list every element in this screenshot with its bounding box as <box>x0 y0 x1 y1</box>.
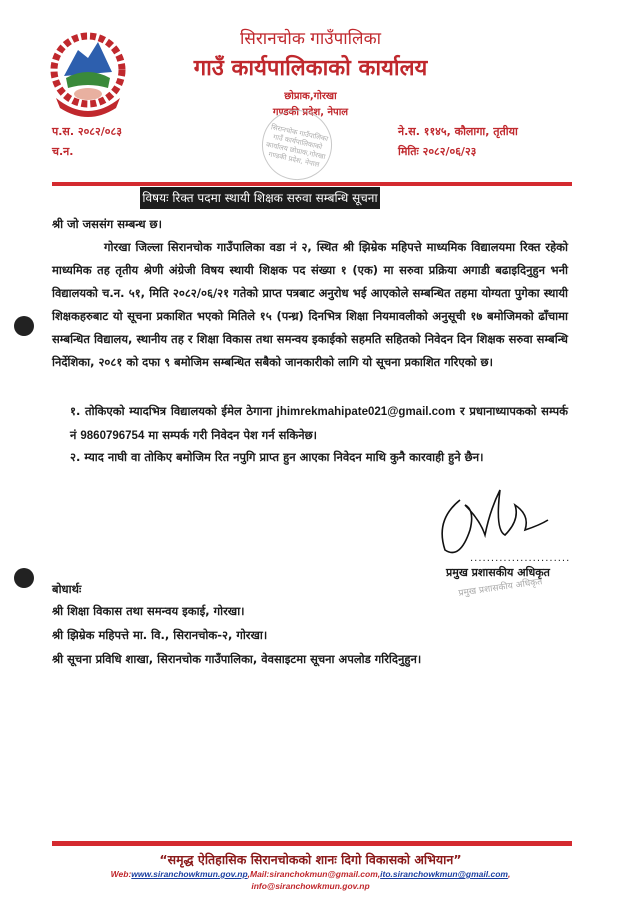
cc-item: श्री सूचना प्रविधि शाखा, सिरानचोक गाउँपालिका, वेवसाइटमा सूचना अपलोड गरिदिनुहुन। <box>52 652 422 666</box>
office-name: गाउँ कार्यपालिकाको कार्यालय <box>193 56 428 81</box>
municipality-name: सिरानचोक गाउँपालिका <box>239 29 382 49</box>
web-label: Web: <box>110 869 132 879</box>
office-stamp: सिरानचोक गाउँपालिका गाउँ कार्यपालिकाको कार्यालय छोप्राक,गोरखा गण्डकी प्रदेश, नेपाल <box>255 103 338 186</box>
headteacher-phone: 9860796754 <box>80 430 145 442</box>
point-1-suffix: मा सम्पर्क गरी निवेदन पेश गर्न सकिनेछ। <box>144 428 318 442</box>
cc-item: श्री शिक्षा विकास तथा समन्वय इकाई, गोरखा। <box>52 604 245 618</box>
designation-stamp: प्रमुख प्रशासकीय अधिकृत <box>457 577 543 599</box>
point-2: २. म्याद नाघी वा तोकिए बमोजिम रित नपुगि प्राप्त हुन आएका निवेदन माथि कुनै कारवाही हुने छैन। <box>70 450 484 464</box>
punch-hole <box>14 316 34 336</box>
point-1 <box>70 400 568 448</box>
header-divider <box>52 182 572 186</box>
signature-line: ........................ <box>470 553 571 564</box>
salutation: श्री जो जससंग सम्बन्ध छ। <box>52 217 162 231</box>
notice-body: गोरखा जिल्ला सिरानचोक गाउँपालिका वडा नं २, स्थित श्री झिम्रेक महिपत्ते माध्यमिक विद्यालयमा रिक्त रहेको माध्यमिक तह तृतीय श्रेणी अंग्रेजी विषय स्थायी शिक्षक पद संख्या १ (एक) मा सरुवा प्रक्रिया अगाडी बढाइदिनुहुन भनी विद्यालयको च.न. ५१, मिति २०८२/०६/२१ गतेको प्राप्त पत्रबाट अनुरोध भई आएकोले सम्बन्धित तहमा योग्यता पुगेका स्थायी शिक्षकहरुबाट यो सूचना प्रकाशित भएको मितिले १५ (पन्ध्र) दिनभित्र शिक्षा नियमावलीको अनुसूची १७ बमोजिमको ढाँचामा सम्बन्धित विद्यालय, स्थानीय तह र शिक्षा विकास तथा समन्वय इकाईको सहमति सहितको निवेदन दिन शिक्षक सरुवा सम्बन्धि निर्देशिका, २०८१ को दफा ९ बमोजिम सम्बन्धित सबैको जानकारीको लागि यो सूचना प्रकाशित गरिएको छ। <box>52 240 568 369</box>
website-link[interactable]: www.siranchowkmun.gov.np <box>131 869 248 879</box>
footer-divider <box>52 841 572 846</box>
address-line-1: छोप्राक,गोरखा <box>284 91 337 102</box>
ito-email-link[interactable]: ito.siranchowkmun@gmail.com <box>380 869 508 879</box>
signatory-designation: प्रमुख प्रशासकीय अधिकृत <box>446 566 550 579</box>
address-line-2: गण्डकी प्रदेश, नेपाल <box>272 107 349 118</box>
cc-item: श्री झिम्रेक महिपत्ते मा. वि., सिरानचोक-२, गोरखा। <box>52 628 268 642</box>
cc-label: बोधार्थः <box>52 582 82 596</box>
footer-slogan: “समृद्ध ऐतिहासिक सिरानचोकको शानः दिगो विकासको अभियान” <box>159 852 462 867</box>
nepal-sambat-date: ने.स. ११४५, कौलागा, तृतीया <box>398 125 518 138</box>
signature <box>430 480 550 560</box>
subject-banner: विषयः रिक्त पदमा स्थायी शिक्षक सरुवा सम्बन्धि सूचना !!! <box>140 187 380 209</box>
info-email: info@siranchowkmun.gov.np <box>251 881 370 891</box>
mail-text: ,Mail:siranchokmun@gmail.com, <box>247 869 381 879</box>
separator: , <box>507 869 511 879</box>
ref-patra-sankhya: प.स. २०८२/०८३ <box>52 125 122 138</box>
punch-hole <box>14 568 34 588</box>
footer-contacts <box>0 869 621 879</box>
point-1-prefix: १. तोकिएको म्यादभित्र विद्यालयको ईमेल ठेगाना <box>70 404 277 418</box>
school-email: jhimrekmahipate021@gmail.com <box>276 406 456 418</box>
issue-date: मितिः २०८२/०६/२३ <box>398 145 477 158</box>
point-1-middle: र प्रधानाध्यापकको सम्पर्क नं <box>70 404 568 442</box>
ref-chalani-number: च.न. <box>52 145 74 158</box>
